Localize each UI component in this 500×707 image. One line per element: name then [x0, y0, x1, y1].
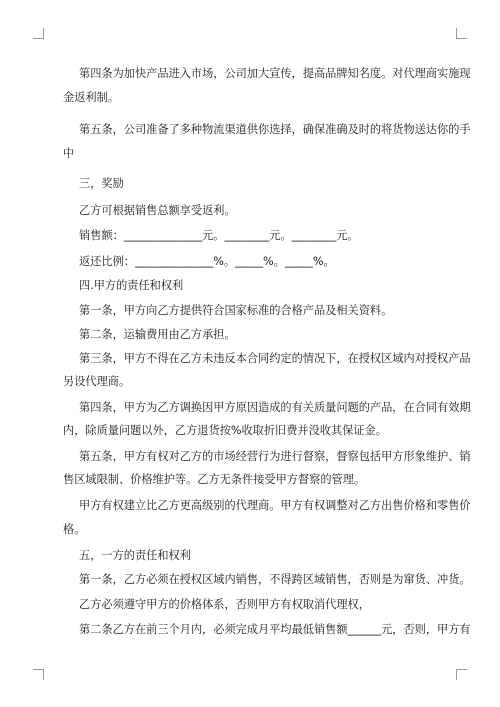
paragraph-line: 售区域限制、价格维护等。乙方无条件接受甲方督察的管理。 [63, 473, 366, 486]
paragraph-line: 内，除质量问题以外，乙方退货按%收取折旧费并没收其保证金。 [63, 424, 387, 437]
crop-mark-top-left [33, 28, 44, 39]
section-heading: 四.甲方的责任和权利 [79, 279, 184, 292]
crop-mark-bottom-left [33, 669, 44, 680]
paragraph-line: 第五条，甲方有权对乙方的市场经营行为进行督察，督察包括甲方形象维护、销 [79, 450, 471, 463]
paragraph-line: 乙方可根据销售总额享受返利。 [79, 204, 236, 217]
paragraph-line: 甲方有权建立比乙方更高级别的代理商。甲方有权调整对乙方出售价格和零售价 [79, 499, 471, 512]
paragraph-line: 中 [63, 147, 75, 160]
paragraph-line: 另设代理商。 [63, 375, 131, 388]
paragraph-line: 金返利制。 [63, 91, 119, 104]
crop-mark-top-right [456, 28, 467, 39]
paragraph-line: 格。 [63, 523, 86, 536]
section-heading: 三，奖励 [79, 177, 124, 190]
paragraph-line: 第三条，甲方不得在乙方未违反本合同约定的情况下，在授权区域内对授权产品 [79, 352, 471, 365]
paragraph-line: 第一条，甲方向乙方提供符合国家标准的合格产品及相关资料。 [79, 304, 393, 317]
paragraph-line: 第五条，公司准备了多种物流渠道供你选择，确保准确及时的将货物送达你的手 [79, 123, 471, 136]
section-heading: 五，一方的责任和权利 [79, 549, 191, 562]
paragraph-line: 第二条乙方在前三个月内，必须完成月平均最低销售额______元，否则，甲方有 [79, 623, 471, 636]
paragraph-line: 第四条，甲方为乙方调换因甲方原因造成的有关质量问题的产品，在合同有效期 [79, 401, 471, 414]
paragraph-line: 第一条，乙方必须在授权区域内销售，不得跨区域销售，否则是为窜货、冲货。 [79, 573, 471, 586]
return-ratio-line: 返还比例：______________%。_____%。_____%。 [79, 255, 335, 268]
paragraph-line: 第四条为加快产品进入市场，公司加大宣传，提高品牌知名度。对代理商实施现 [79, 67, 471, 80]
paragraph-line: 乙方必须遵守甲方的价格体系，否则甲方有权取消代理权， [79, 598, 370, 611]
crop-mark-bottom-right [456, 669, 467, 680]
sales-amount-line: 销售额：______________元。________元。________元。 [79, 229, 359, 242]
paragraph-line: 第二条，运输费用由乙方承担。 [79, 328, 236, 341]
